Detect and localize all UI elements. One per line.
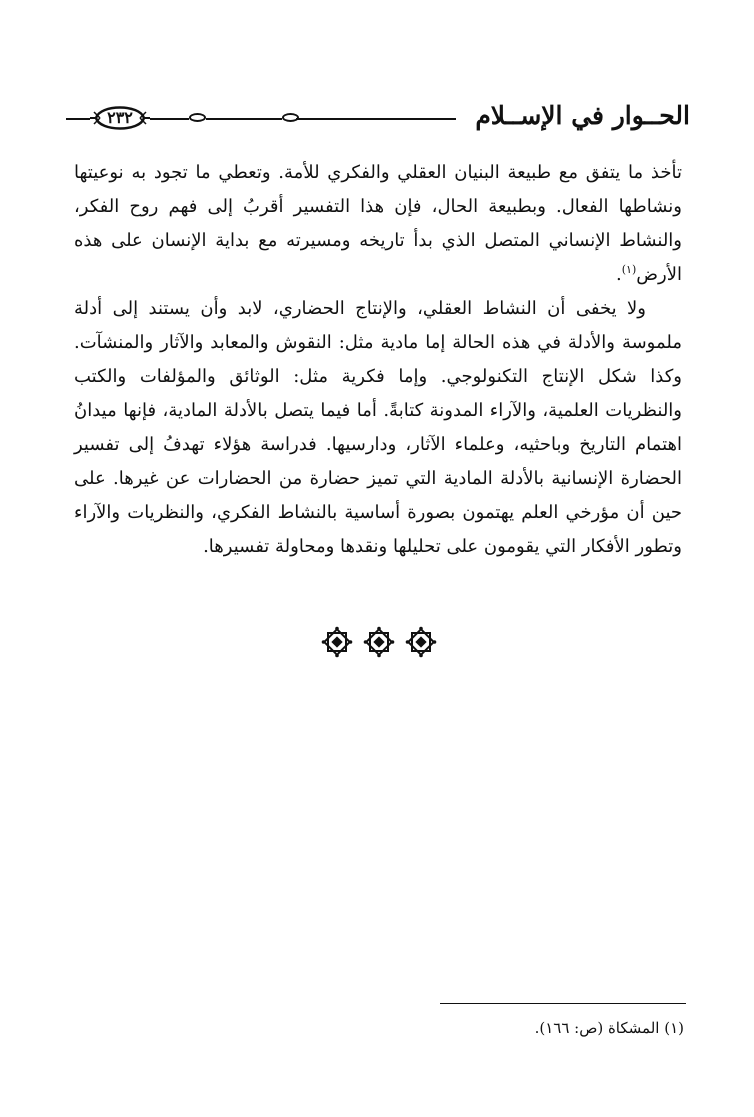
end-punctuation: .	[616, 264, 622, 285]
footnote-reference: (١)	[621, 263, 637, 276]
header-rule	[150, 118, 189, 120]
footnote: (١) المشكاة (ص: ١٦٦).	[534, 1019, 684, 1037]
book-title: الحــوار في الإســلام	[475, 101, 690, 130]
header-rule	[66, 118, 90, 120]
footnote-separator	[440, 1003, 686, 1004]
header-oval-ornament	[189, 113, 206, 122]
header-oval-ornament	[282, 113, 299, 122]
eight-point-star-icon	[405, 626, 437, 658]
page-number-badge	[90, 100, 150, 136]
paragraph-text: تأخذ ما يتفق مع طبيعة البنيان العقلي والفكري للأمة. وتعطي ما تجود به نوعيتها ونشاطها الفعال. وبطبيعة الحال، فإن هذا التفسير أقربُ إلى فهم روح الفكر، والنشاط الإنساني المتصل الذي بدأ تاريخه ومسيرته مع بداية الإنسان على هذه الأرض	[74, 162, 682, 285]
eight-point-star-icon	[363, 626, 395, 658]
running-header	[66, 96, 690, 144]
section-ornament	[319, 626, 439, 666]
main-text	[74, 156, 682, 564]
header-rule	[296, 118, 456, 120]
paragraph	[74, 156, 682, 292]
eight-point-star-icon	[321, 626, 353, 658]
paragraph: ولا يخفى أن النشاط العقلي، والإنتاج الحضاري، لابد وأن يستند إلى أدلة ملموسة والأدلة في هذه الحالة إما مادية مثل: النقوش والمعابد والآثار والمنشآت. وكذا شكل الإنتاج التكنولوجي. وإما فكرية مثل: الوثائق والمؤلفات والكتب والنظريات العلمية، والآراء المدونة كتابةً. أما فيما يتصل بالأدلة المادية، فإنها ميدانُ اهتمام التاريخ وباحثيه، وعلماء الآثار، ودارسيها. فدراسة هؤلاء تهدفُ إلى تفسير الحضارة الإنسانية بالأدلة المادية التي تميز حضارة من الحضارات عن غيرها. على حين أن مؤرخي العلم يهتمون بصورة أساسية بالنشاط الفكري، والنظريات والآراء وتطور الأفكار التي يقومون على تحليلها ونقدها ومحاولة تفسيرها.	[74, 298, 682, 557]
header-rule	[206, 118, 282, 120]
page-number: ٢٣٢	[107, 108, 133, 127]
